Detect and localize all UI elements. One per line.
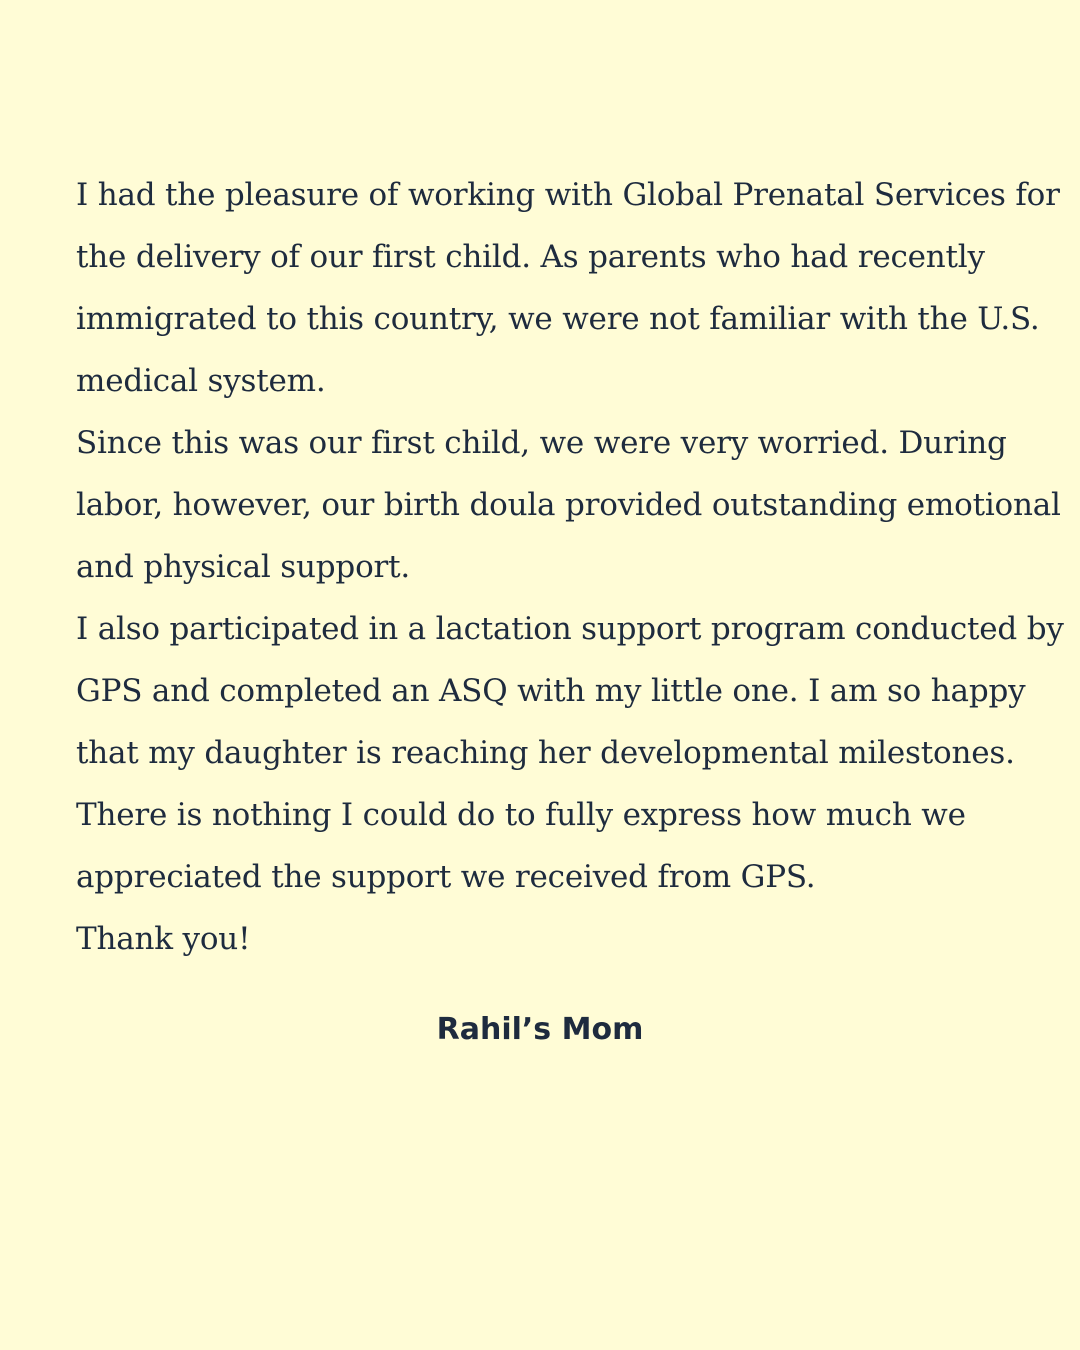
testimonial-signature: Rahil’s Mom xyxy=(436,1012,644,1047)
testimonial-paragraph: Since this was our first child, we were very worried. During labor, however, our birth doula provided outstanding emotional and physical support. xyxy=(76,425,1061,585)
testimonial-paragraph: I also participated in a lactation support program conducted by GPS and completed an ASQ with my little one. I am so happy that my daughter is reaching her developmental milestones. xyxy=(76,611,1064,771)
testimonial-body xyxy=(76,164,1066,970)
testimonial-closing: Thank you! xyxy=(76,921,251,957)
testimonial-paragraph: I had the pleasure of working with Global Prenatal Services for the delivery of our first child. As parents who had recently immigrated to this country, we were not familiar with the U.S. medical system. xyxy=(76,177,1060,399)
testimonial-paragraph: There is nothing I could do to fully express how much we appreciated the support we received from GPS. xyxy=(76,797,966,895)
